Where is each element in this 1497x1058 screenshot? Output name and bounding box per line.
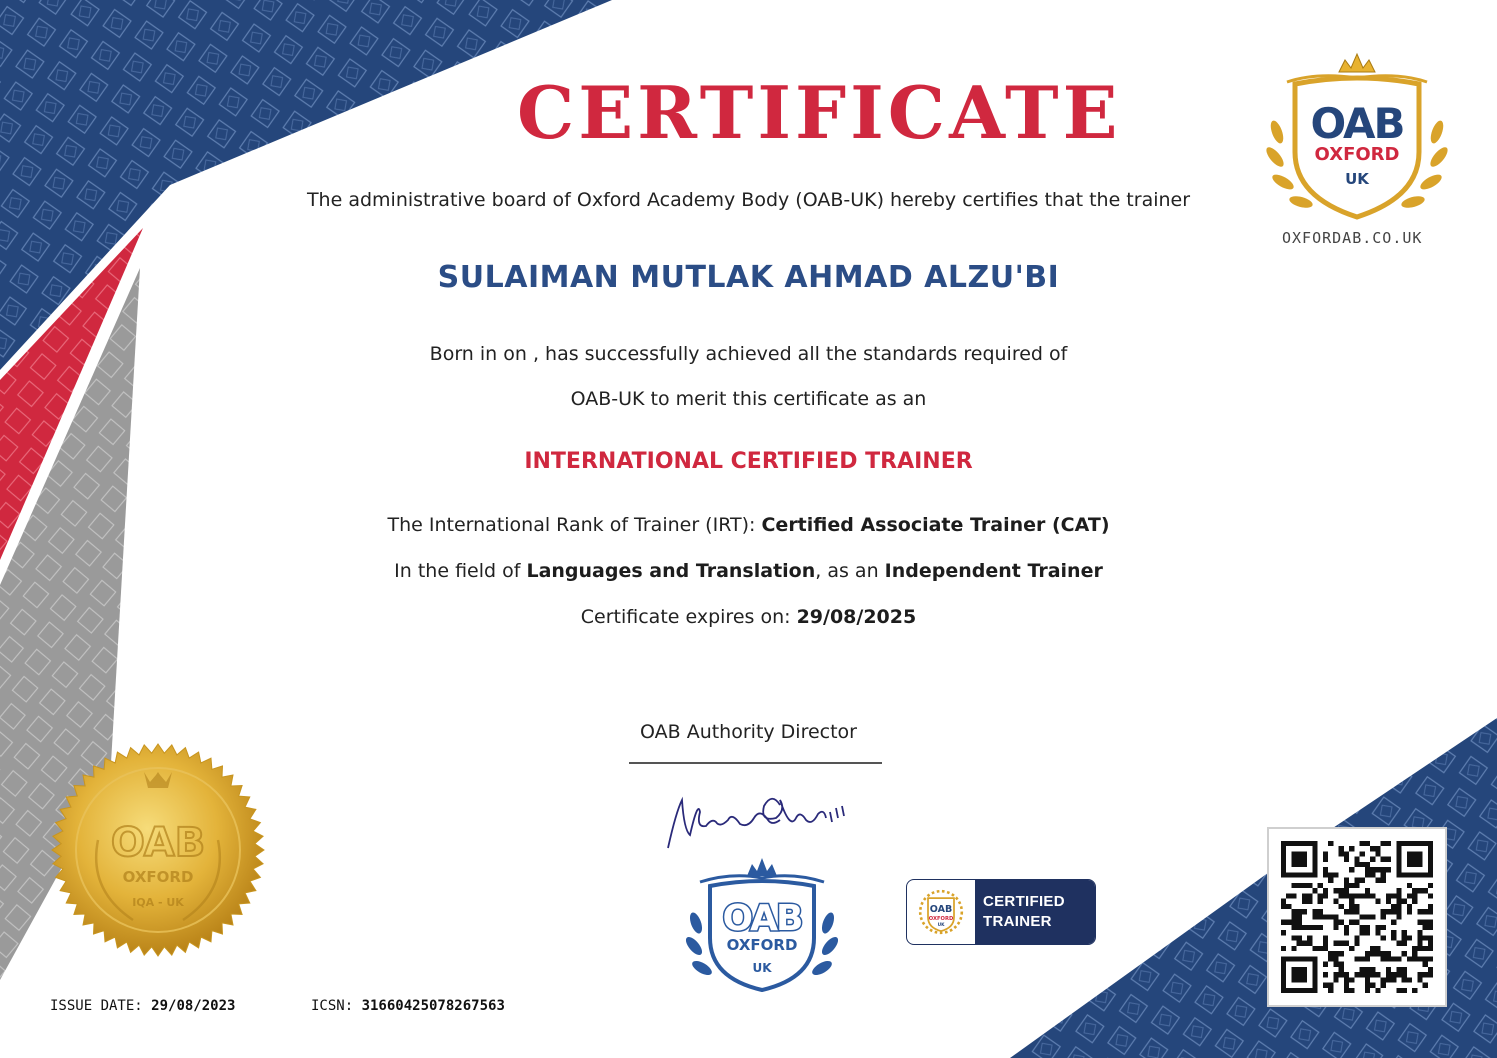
issue-date-value: 29/08/2023 (151, 998, 236, 1014)
certified-trainer-badge (906, 879, 1096, 945)
signature-line (629, 762, 882, 764)
badge-logo (907, 880, 975, 944)
trainer-type: Independent Trainer (884, 560, 1103, 582)
gold-seal-icon (52, 744, 264, 956)
director-title: OAB Authority Director (640, 721, 857, 743)
field-line (0, 560, 1497, 582)
issue-date (50, 998, 235, 1014)
intro-text: The administrative board of Oxford Academy Body (OAB-UK) hereby certifies that the trainer (306, 189, 1191, 211)
issue-date-label: ISSUE DATE: (50, 998, 152, 1014)
crown-icon (1339, 54, 1375, 72)
recipient-name: SULAIMAN MUTLAK AHMAD ALZU'BI (437, 260, 1060, 295)
svg-text:OAB: OAB (1310, 99, 1404, 148)
expiry-line (0, 606, 1497, 628)
svg-text:OAB: OAB (110, 820, 206, 866)
svg-text:UK: UK (1345, 170, 1369, 188)
badge-shield-icon (915, 886, 967, 938)
icsn-label: ICSN: (311, 998, 362, 1014)
svg-text:OAB: OAB (722, 898, 802, 939)
body-line-1: Born in on , has successfully achieved all the standards required of (429, 343, 1068, 365)
expiry-value: 29/08/2025 (796, 606, 917, 628)
certificate-type: INTERNATIONAL CERTIFIED TRAINER (524, 449, 973, 474)
svg-text:OXFORD: OXFORD (726, 936, 798, 954)
svg-text:OAB: OAB (929, 904, 953, 915)
badge-text (975, 880, 1095, 944)
website-url: OXFORDAB.CO.UK (1282, 229, 1423, 247)
field-mid: , as an (815, 560, 885, 582)
qr-code-icon[interactable] (1267, 827, 1447, 1007)
handwritten-signature (668, 799, 844, 848)
crown-icon (747, 858, 777, 876)
badge-line-1: CERTIFIED (983, 893, 1065, 910)
rank-value: Certified Associate Trainer (CAT) (761, 514, 1110, 536)
svg-text:OXFORD: OXFORD (1314, 144, 1400, 165)
field-value: Languages and Translation (526, 560, 816, 582)
expiry-label: Certificate expires on: (580, 606, 797, 628)
oab-logo-bottom (683, 858, 841, 990)
body-line-2: OAB-UK to merit this certificate as an (570, 388, 927, 410)
icsn-number (311, 998, 505, 1014)
rank-line (0, 514, 1497, 536)
qr-code-graphic (1281, 841, 1433, 993)
svg-text:OXFORD: OXFORD (928, 915, 954, 922)
field-label: In the field of (394, 560, 527, 582)
svg-text:UK: UK (752, 961, 772, 975)
icsn-value: 31660425078267563 (361, 998, 505, 1014)
svg-text:OXFORD: OXFORD (122, 868, 194, 886)
badge-line-2: TRAINER (983, 913, 1052, 930)
svg-text:UK: UK (937, 922, 945, 928)
svg-text:IQA - UK: IQA - UK (132, 896, 184, 909)
rank-label: The International Rank of Trainer (IRT): (387, 514, 762, 536)
